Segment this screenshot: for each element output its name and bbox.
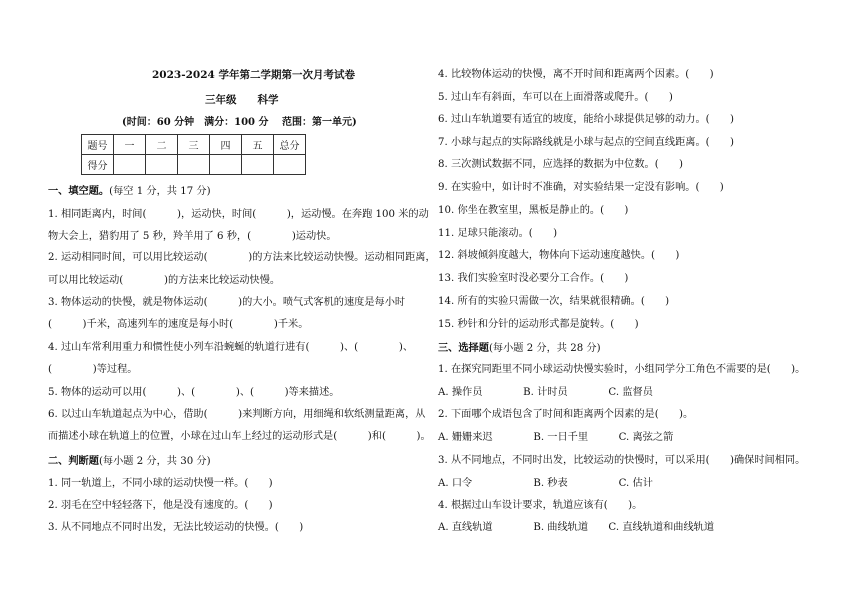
score-input-cell[interactable] xyxy=(210,155,242,175)
question-line: 1. 同一轨道上，不同小球的运动快慢一样。( ) xyxy=(48,478,273,489)
question-line: 5. 物体的运动可以用( )、( )、( )等来描述。 xyxy=(48,387,340,398)
score-input-cell[interactable] xyxy=(242,155,274,175)
question-line: 3. 从不同地点不同时出发，无法比较运动的快慢。( ) xyxy=(48,522,304,533)
question-line: 而描述小球在轨道上的位置，小球在过山车上经过的运动形式是( )和( )。 xyxy=(48,431,431,442)
exam-title: 2023-2024 学年第二学期第一次月考试卷 xyxy=(152,69,355,81)
score-cell: 一 xyxy=(114,135,146,155)
score-cell: 得分 xyxy=(82,155,114,175)
score-table xyxy=(81,134,306,175)
exam-info: (时间：60 分钟 满分：100 分 范围：第一单元) xyxy=(122,117,357,128)
question-line: 4. 比较物体运动的快慢，离不开时间和距离两个因素。( ) xyxy=(438,69,714,80)
choice-line: A. 姗姗来迟 B. 一日千里 C. 离弦之箭 xyxy=(438,432,674,443)
question-line: 12. 斜坡倾斜度越大，物体向下运动速度越快。( ) xyxy=(438,250,680,261)
question-line: 8. 三次测试数据不同，应选择的数据为中位数。( ) xyxy=(438,159,684,170)
question-line: 可以用比较运动( )的方法来比较运动快慢。 xyxy=(48,275,281,286)
question-line: ( )千米，高速列车的速度是每小时( )千米。 xyxy=(48,319,309,330)
question-line: 4. 根据过山车设计要求，轨道应该有( )。 xyxy=(438,500,643,511)
choice-line: A. 操作员 B. 计时员 C. 监督员 xyxy=(438,387,653,398)
question-line: 6. 以过山车轨道起点为中心，借助( )来判断方向，用细绳和软纸测量距离，从 xyxy=(48,409,426,420)
question-line: 11. 足球只能滚动。( ) xyxy=(438,228,558,239)
score-input-cell[interactable] xyxy=(178,155,210,175)
question-line: 15. 秒针和分针的运动形式都是旋转。( ) xyxy=(438,319,639,330)
score-cell: 题号 xyxy=(82,135,114,155)
question-line: 7. 小球与起点的实际路线就是小球与起点的空间直线距离。( ) xyxy=(438,137,734,148)
question-line: 9. 在实验中，如计时不准确，对实验结果一定没有影响。( ) xyxy=(438,182,724,193)
question-line: 物大会上，猎豹用了 5 秒，羚羊用了 6 秒，( )运动快。 xyxy=(48,231,337,242)
question-line: 3. 从不同地点，不同时出发，比较运动的快慢时，可以采用( )确保时间相同。 xyxy=(438,455,806,466)
score-cell: 三 xyxy=(178,135,210,155)
section1-heading xyxy=(48,184,211,199)
section1-title: 一、填空题。 xyxy=(48,185,110,197)
section1-note: (每空 1 分，共 17 分) xyxy=(109,186,211,197)
section3-title: 三、选择题 xyxy=(438,342,489,354)
question-line: 3. 物体运动的快慢，就是物体运动( )的大小。喷气式客机的速度是每小时 xyxy=(48,297,406,308)
question-line: ( )等过程。 xyxy=(48,364,138,375)
question-line: 6. 过山车轨道要有适宜的坡度，能给小球提供足够的动力。( ) xyxy=(438,114,734,125)
section3-note: (每小题 2 分，共 28 分) xyxy=(488,343,601,354)
question-line: 2. 运动相同时间，可以用比较运动( )的方法来比较运动快慢。运动相同距离， xyxy=(48,252,436,263)
score-cell: 五 xyxy=(242,135,274,155)
score-input-cell[interactable] xyxy=(274,155,306,175)
section2-title: 二、判断题 xyxy=(48,455,99,467)
question-line: 13. 我们实验室时没必要分工合作。( ) xyxy=(438,273,629,284)
question-line: 2. 羽毛在空中轻轻落下，他是没有速度的。( ) xyxy=(48,500,273,511)
question-line: 1. 相同距离内，时间( )，运动快，时间( )，运动慢。在奔跑 100 米的动 xyxy=(48,209,429,220)
question-line: 4. 过山车常利用重力和惯性使小列车沿蜿蜒的轨道行进有( )、( )、 xyxy=(48,342,414,353)
question-line: 14. 所有的实验只需做一次，结果就很精确。( ) xyxy=(438,296,670,307)
score-cell: 四 xyxy=(210,135,242,155)
section3-heading xyxy=(438,341,601,356)
question-line: 1. 在探究同距里不同小球运动快慢实验时，小组同学分工角色不需要的是( )。 xyxy=(438,364,806,375)
score-table-header-row xyxy=(82,135,306,155)
question-line: 2. 下面哪个成语包含了时间和距离两个因素的是( )。 xyxy=(438,409,694,420)
score-input-cell[interactable] xyxy=(114,155,146,175)
score-input-cell[interactable] xyxy=(146,155,178,175)
choice-line: A. 口令 B. 秒表 C. 估计 xyxy=(438,478,653,489)
choice-line: A. 直线轨道 B. 曲线轨道 C. 直线轨道和曲线轨道 xyxy=(438,522,715,533)
score-cell: 总分 xyxy=(274,135,306,155)
section2-note: (每小题 2 分，共 30 分) xyxy=(98,456,211,467)
question-line: 10. 你坐在教室里，黑板是静止的。( ) xyxy=(438,205,629,216)
score-table-score-row xyxy=(82,155,306,175)
exam-subtitle: 三年级 科学 xyxy=(205,94,279,106)
section2-heading xyxy=(48,454,211,469)
score-cell: 二 xyxy=(146,135,178,155)
question-line: 5. 过山车有斜面，车可以在上面滑落或爬升。( ) xyxy=(438,92,673,103)
